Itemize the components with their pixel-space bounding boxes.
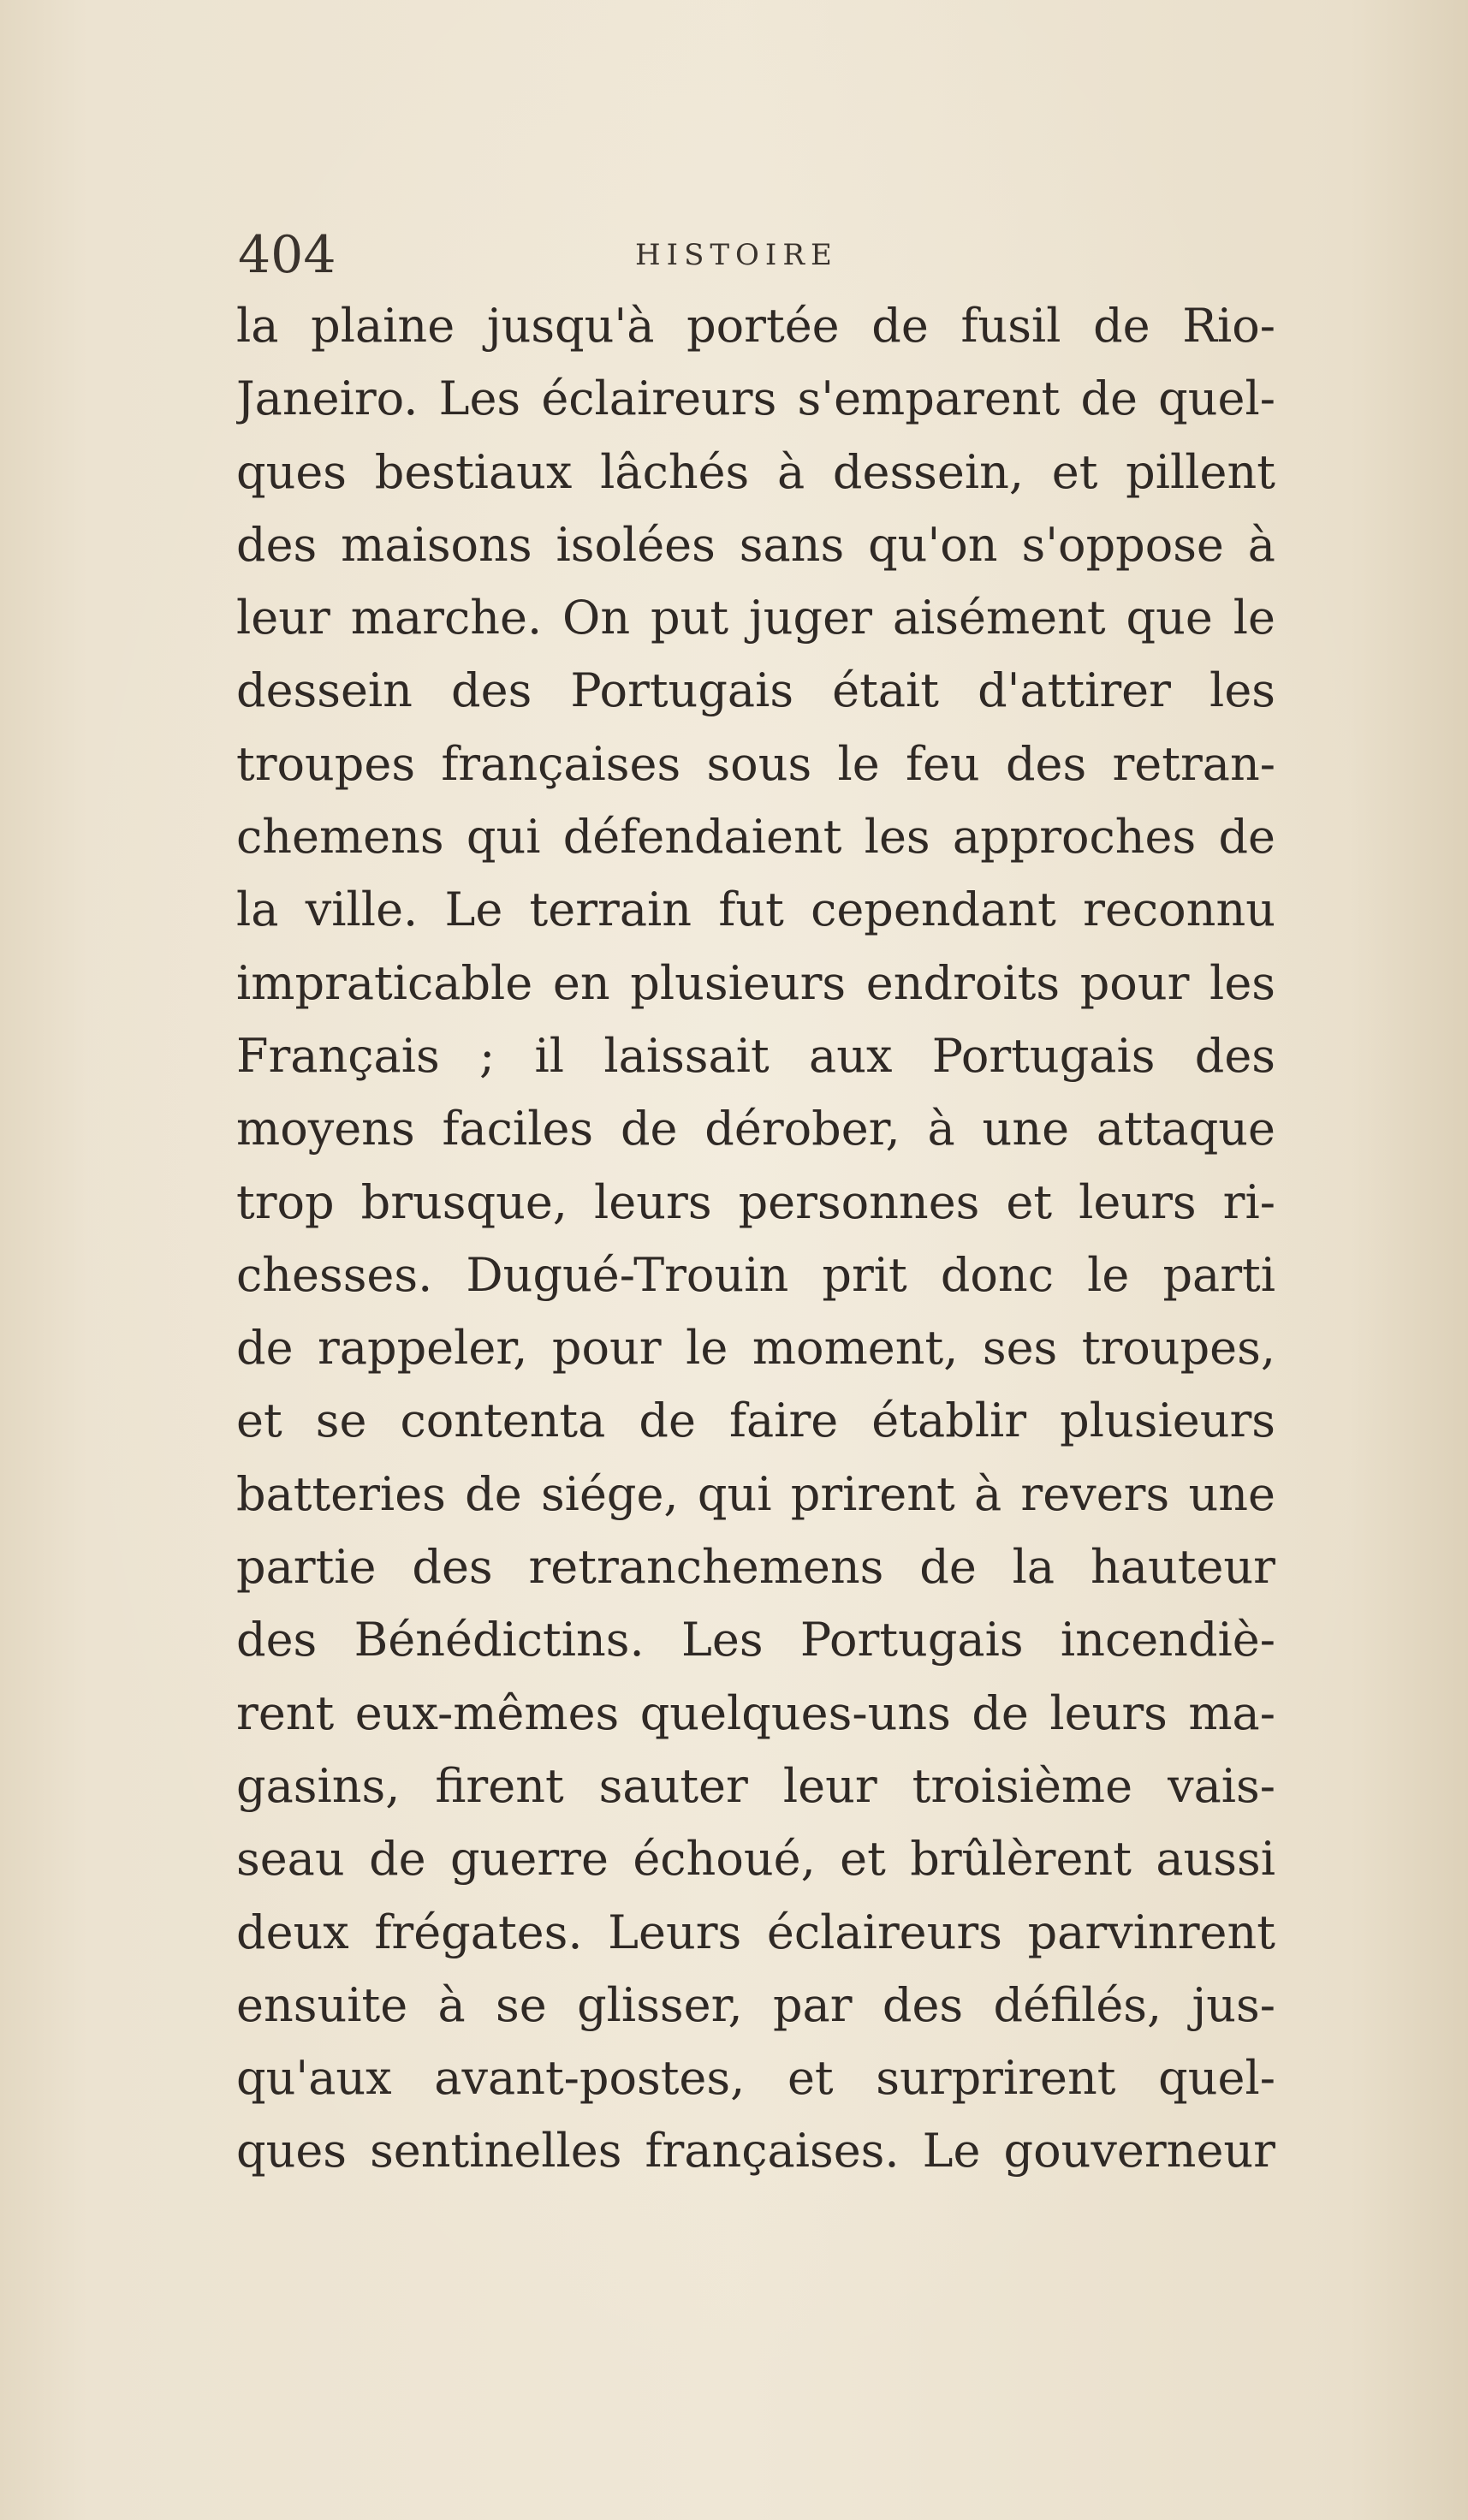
text-line: seau de guerre échoué, et brûlèrent aussi [236,1832,1275,1887]
text-line: deux frégates. Leurs éclaireurs parvinrent [236,1905,1275,1959]
text-line: et se contenta de faire établir plusieurs [236,1394,1275,1448]
text-line: rent eux-mêmes quelques-uns de leurs ma- [236,1685,1275,1740]
running-title: HISTOIRE [635,238,838,272]
text-line: des maisons isolées sans qu'on s'oppose à [236,517,1275,572]
text-line: partie des retranchemens de la hauteur [236,1540,1275,1595]
text-line: de rappeler, pour le moment, ses troupes, [236,1321,1275,1376]
text-line: trop brusque, leurs personnes et leurs ri- [236,1174,1275,1229]
running-head [238,221,1274,289]
text-line: ensuite à se glisser, par des défilés, jus- [236,1977,1275,2032]
text-line: ques sentinelles françaises. Le gouverneur [236,2124,1275,2178]
text-line: chemens qui défendaient les approches de [236,810,1275,865]
text-line: dessein des Portugais était d'attirer les [236,663,1275,718]
text-line: Français ; il laissait aux Portugais des [236,1028,1275,1083]
body-text [236,289,1275,2188]
text-line: la ville. Le terrain fut cependant reconnu [236,883,1275,937]
text-line: moyens faciles de dérober, à une attaque [236,1102,1275,1156]
text-line: troupes françaises sous le feu des retran- [236,736,1275,791]
text-line: des Bénédictins. Les Portugais incendiè- [236,1613,1275,1667]
text-line: gasins, firent sauter leur troisième vais- [236,1758,1275,1813]
text-line: leur marche. On put juger aisément que le [236,591,1275,645]
text-line: Janeiro. Les éclaireurs s'emparent de quel- [236,371,1275,426]
text-line: la plaine jusqu'à portée de fusil de Rio- [236,299,1275,353]
text-line: chesses. Dugué-Trouin prit donc le parti [236,1247,1275,1302]
page-number: 404 [238,225,336,285]
text-line: qu'aux avant-postes, et surprirent quel- [236,2051,1275,2106]
text-line: batteries de siége, qui prirent à revers une [236,1466,1275,1521]
text-line: ques bestiaux lâchés à dessein, et pillent [236,444,1275,499]
text-line: impraticable en plusieurs endroits pour les [236,955,1275,1010]
